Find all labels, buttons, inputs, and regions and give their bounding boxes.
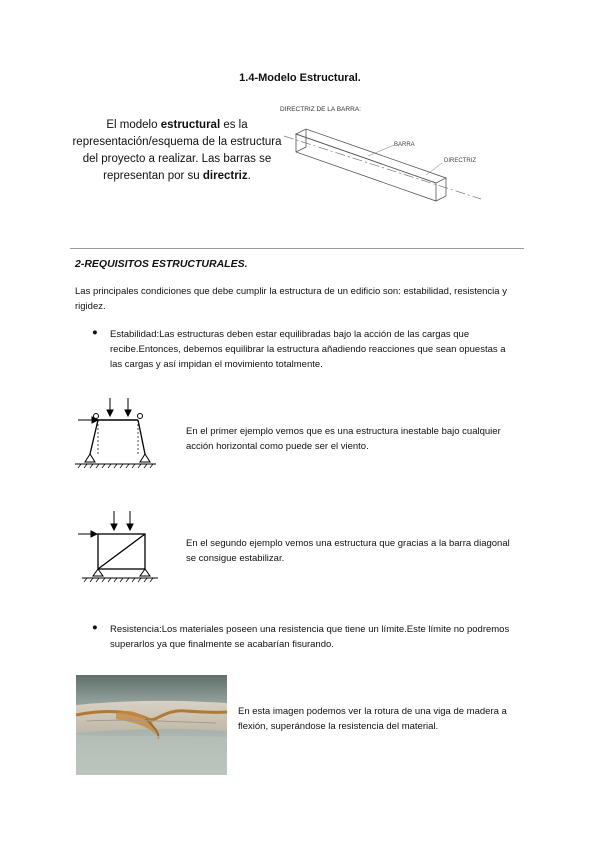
intro-paragraph: Las principales condiciones que debe cumplir la estructura de un edificio son: estabilidad, resistencia y rigidez.: [75, 286, 507, 312]
example2-text: En el segundo ejemplo vemos una estructura que gracias a la barra diagonal se consigue estabilizar.: [186, 538, 510, 564]
horizontal-force-head: [91, 531, 97, 537]
load-arrow-head: [107, 410, 113, 416]
node-hinge: [138, 414, 143, 419]
support: [140, 454, 150, 462]
unstable-frame-diagram: [70, 394, 160, 472]
directriz-line: [284, 136, 481, 199]
braced-frame-diagram: [70, 508, 160, 588]
bullet-icon: ●: [92, 622, 98, 633]
load-arrow-head: [127, 524, 133, 530]
diagonal-brace: [98, 534, 145, 569]
ground-hatch: [78, 464, 153, 468]
beam-shape: [296, 129, 446, 201]
beam-directriz-figure: [276, 100, 516, 212]
broken-beam-photo: [76, 675, 227, 775]
section-heading: 2-REQUISITOS ESTRUCTURALES.: [75, 258, 248, 270]
section-title: 1.4-Modelo Estructural.: [239, 72, 361, 84]
support: [93, 569, 103, 576]
barra-leader: [368, 145, 394, 156]
right-column: [138, 420, 145, 454]
load-arrow-head: [111, 524, 117, 530]
section-divider: [70, 248, 524, 249]
figure-label-top: DIRECTRIZ DE LA BARRA:: [280, 106, 361, 113]
figure-label-directriz: DIRECTRIZ: [444, 158, 476, 164]
resistencia-paragraph: Resistencia:Los materiales poseen una resistencia que tiene un límite.Este límite no podremos superarlos ya que finalmente se acabarían fisurando.: [110, 624, 510, 650]
ground-hatch: [84, 578, 153, 582]
left-column: [90, 420, 98, 454]
bullet-icon: ●: [92, 327, 98, 338]
directriz-leader: [426, 163, 442, 175]
node-hinge: [94, 414, 99, 419]
support: [85, 454, 95, 462]
example1-text: En el primer ejemplo vemos que es una estructura inestable bajo cualquier acción horizontal como puede ser el viento.: [186, 426, 501, 452]
estabilidad-paragraph: Estabilidad:Las estructuras deben estar equilibradas bajo la acción de las cargas que recibe.Entonces, debemos equilibrar la estructura añadiendo reacciones que sean opuestas a las cargas y así impidan el movimiento totalmente.: [110, 329, 506, 370]
model-description: El modelo estructural es la representación/esquema de la estructura del proyecto a realizar. Las barras se representan por su directriz.: [72, 119, 282, 182]
photo-caption: En esta imagen podemos ver la rotura de una viga de madera a flexión, superándose la resistencia del material.: [238, 706, 507, 732]
support: [140, 569, 150, 576]
figure-label-barra: BARRA: [394, 142, 415, 148]
load-arrow-head: [125, 410, 131, 416]
